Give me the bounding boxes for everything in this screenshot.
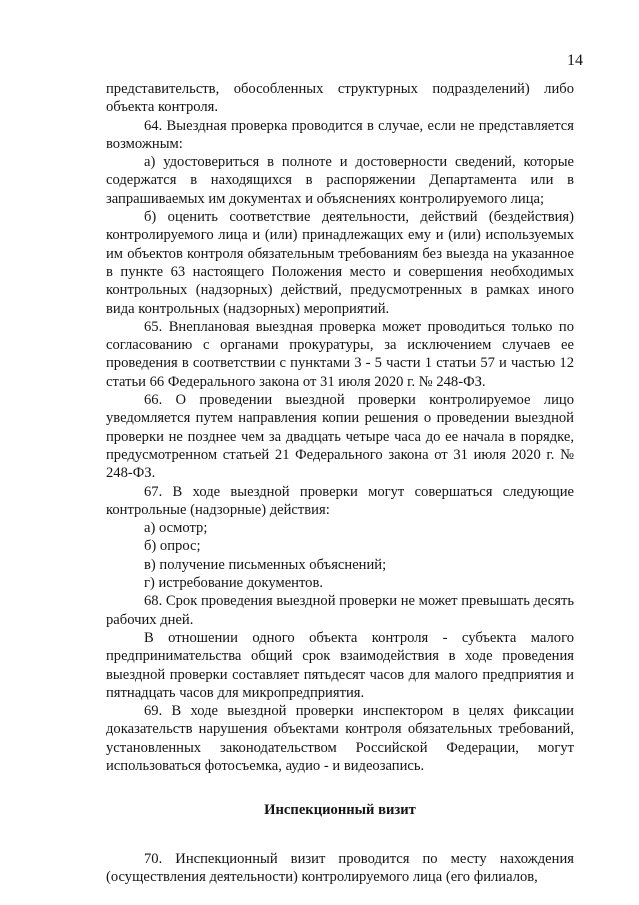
paragraph-69: 69. В ходе выездной проверки инспектором в целях фиксации доказательств нарушения объектами контроля обязательных требований, установленных законодательством Российской Федерации, могут использоваться фотосъемка, аудио - и видеозапись.: [106, 703, 574, 774]
paragraph-68: 68. Срок проведения выездной проверки не может превышать десять рабочих дней.: [106, 593, 574, 628]
paragraph-66: 66. О проведении выездной проверки контролируемое лицо уведомляется путем направления копии решения о проведении выездной проверки не позднее чем за двадцать четыре часа до ее начала в порядке, предусмотренном статьей 21 Федерального закона от 31 июля 2020 г. № 248-ФЗ.: [106, 392, 574, 482]
paragraph-64: 64. Выездная проверка проводится в случае, если не представляется возможным:: [106, 117, 574, 152]
list-item-b: б) опрос;: [144, 538, 201, 555]
paragraph-67: 67. В ходе выездной проверки могут совершаться следующие контрольные (надзорные) действия:: [106, 483, 574, 518]
list-item-g: г) истребование документов.: [144, 575, 324, 592]
paragraph-continuation: представительств, обособленных структурных подразделений) либо объекта контроля.: [106, 81, 574, 116]
list-item-v: в) получение письменных объяснений;: [144, 556, 387, 573]
paragraph-70: 70. Инспекционный визит проводится по месту нахождения (осуществления деятельности) контролируемого лица (его филиалов,: [106, 850, 574, 885]
paragraph-68-subject: В отношении одного объекта контроля - субъекта малого предпринимательства общий срок взаимодействия в ходе проведения выездной проверки составляет пятьдесят часов для малого предприятия и пятнадцать часов для микропредприятия.: [106, 629, 574, 701]
document-body: [106, 80, 574, 886]
paragraph-65: 65. Внеплановая выездная проверка может проводиться только по согласованию с органами прокуратуры, за исключением случаев ее проведения в соответствии с пунктами 3 - 5 части 1 статьи 57 и частью 12 статьи 66 Федерального закона от 31 июля 2020 г. № 248-ФЗ.: [106, 318, 574, 390]
paragraph-64a: а) удостовериться в полноте и достоверности сведений, которые содержатся в находящихся в распоряжении Департамента или в запрашиваемых им документах и объяснениях контролируемого лица;: [106, 154, 574, 207]
section-heading: Инспекционный визит: [264, 802, 416, 819]
page-number: 14: [567, 52, 583, 69]
list-item-a: а) осмотр;: [144, 520, 208, 537]
paragraph-64b: б) оценить соответствие деятельности, действий (бездействия) контролируемого лица и (или) принадлежащих ему и (или) используемых им объектов контроля обязательным требованиям без выезда на указанное в пункте 63 настоящего Положения место и совершения необходимых контрольных (надзорных) действий, предусмотренных в рамках иного вида контрольных (надзорных) мероприятий.: [106, 209, 574, 317]
